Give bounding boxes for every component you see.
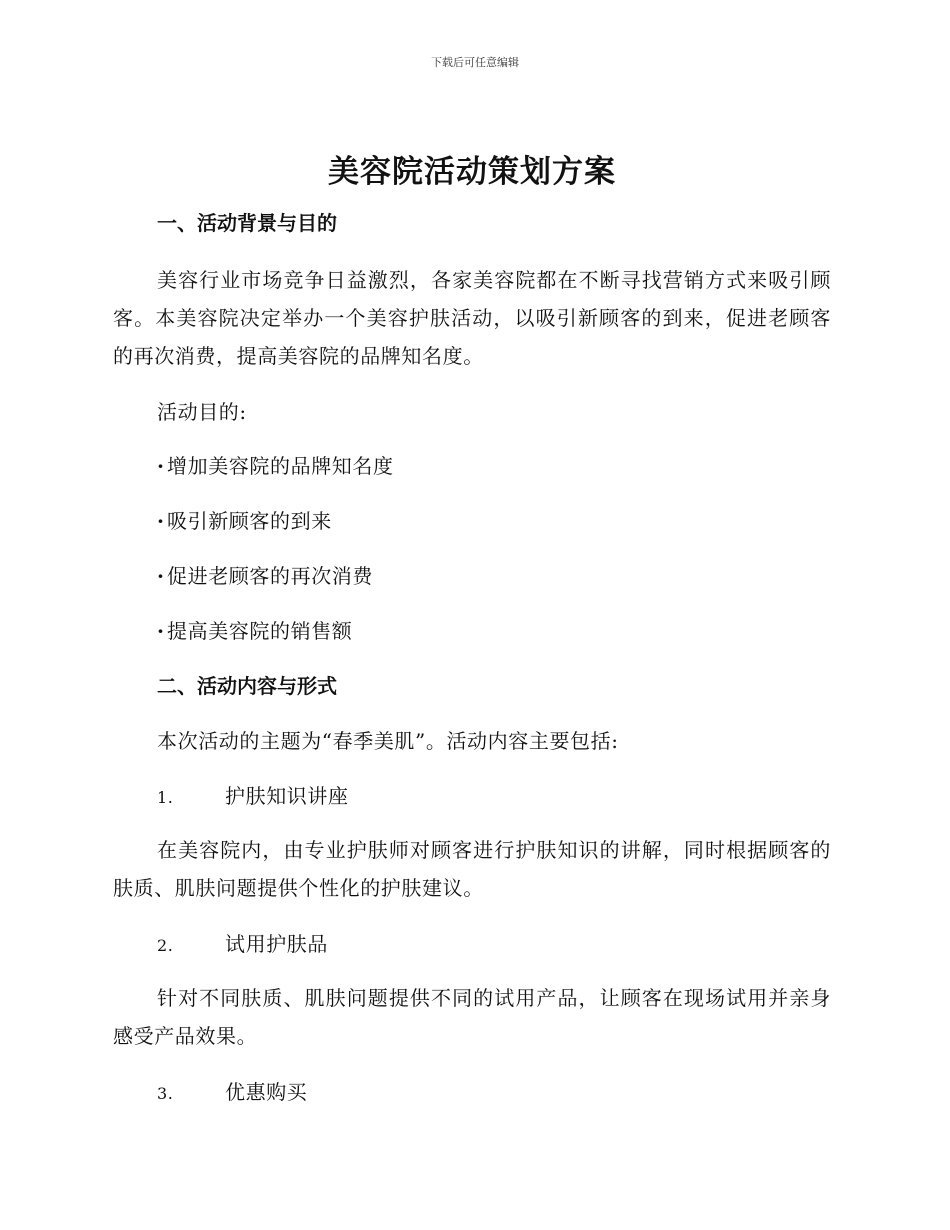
- numbered-item-lecture: [113, 781, 831, 813]
- list-item: [113, 451, 831, 481]
- section-heading-content: 二、活动内容与形式: [157, 674, 337, 698]
- section-heading-background: 一、活动背景与目的: [157, 211, 337, 235]
- bullet-text: 吸引新顾客的到来: [167, 509, 332, 533]
- item-number: 1.: [157, 788, 174, 807]
- item-number: 2.: [157, 936, 174, 955]
- content-intro: 本次活动的主题为“春季美肌”。活动内容主要包括:: [157, 729, 619, 753]
- item-title: 护肤知识讲座: [225, 784, 349, 808]
- bullet-icon: ·: [157, 509, 165, 533]
- document-body: [113, 150, 831, 1109]
- bullet-icon: ·: [157, 454, 165, 478]
- item-title: 优惠购买: [225, 1080, 308, 1104]
- list-item: [113, 616, 831, 646]
- background-paragraph: 美容行业市场竞争日益激烈，各家美容院都在不断寻找营销方式来吸引顾客。本美容院决定举办一个美容护肤活动，以吸引新顾客的到来，促进老顾客的再次消费，提高美容院的品牌知名度。: [113, 268, 831, 368]
- list-item: [113, 506, 831, 536]
- document-title: 美容院活动策划方案: [328, 154, 616, 190]
- numbered-item-discount: [113, 1077, 831, 1109]
- purpose-label: 活动目的:: [157, 400, 247, 424]
- purpose-bullet-list: [113, 451, 831, 646]
- bullet-text: 增加美容院的品牌知名度: [167, 454, 394, 478]
- trial-description: 针对不同肤质、肌肤问题提供不同的试用产品，让顾客在现场试用并亲身感受产品效果。: [113, 986, 831, 1048]
- item-title: 试用护肤品: [225, 932, 328, 956]
- bullet-text: 提高美容院的销售额: [167, 619, 353, 643]
- item-number: 3.: [157, 1084, 174, 1103]
- page-header-note: 下载后可任意编辑: [431, 56, 519, 69]
- bullet-text: 促进老顾客的再次消费: [167, 564, 373, 588]
- lecture-description: 在美容院内，由专业护肤师对顾客进行护肤知识的讲解，同时根据顾客的肤质、肌肤问题提供个性化的护肤建议。: [113, 838, 831, 900]
- bullet-icon: ·: [157, 564, 165, 588]
- list-item: [113, 561, 831, 591]
- numbered-item-trial: [113, 929, 831, 961]
- bullet-icon: ·: [157, 619, 165, 643]
